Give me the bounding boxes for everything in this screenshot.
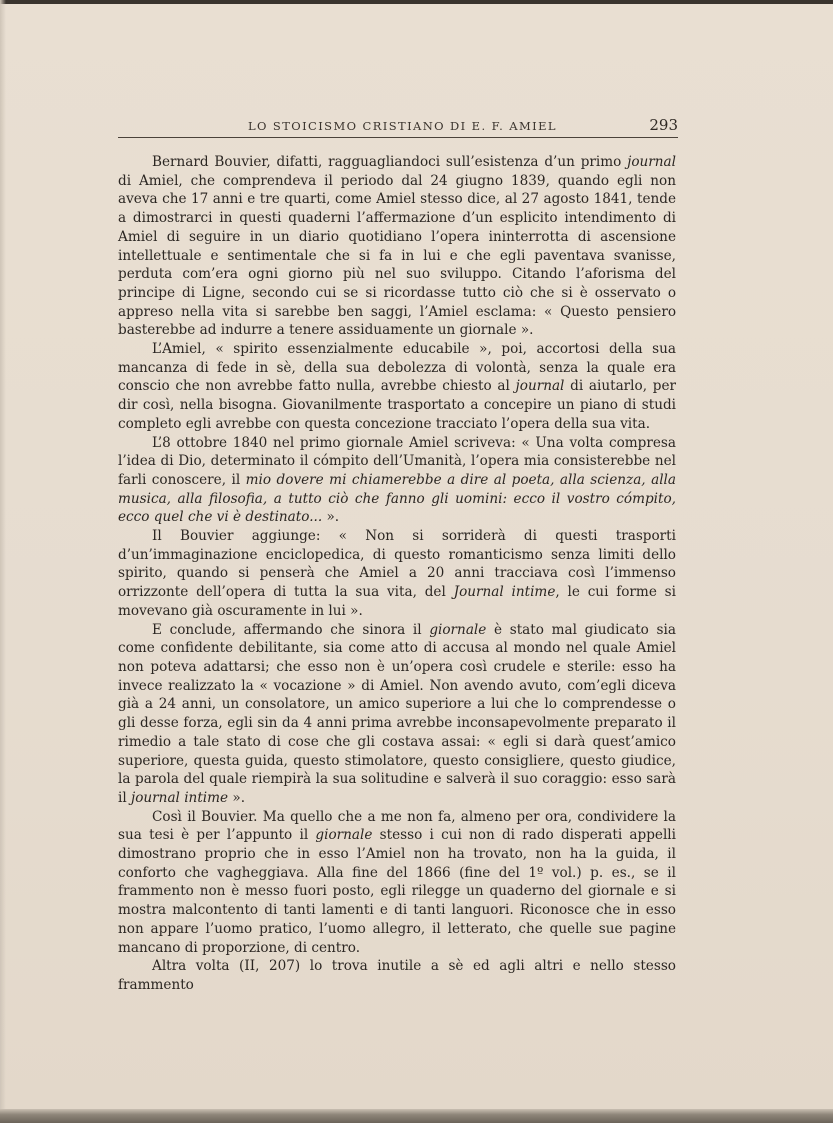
text-run: Il Bouvier aggiunge: « Non si sorriderà di questi trasporti d’un’immaginazione enciclopedica, di questo romanticismo senza limiti dello spirito, quando si penserà che Amiel a 20 anni tracciava così l’immenso orrizzonte dell’opera di tutta la sua vita, del — [118, 528, 676, 601]
italic-text: giornale — [429, 621, 487, 638]
italic-text: journal intime — [131, 789, 229, 806]
text-run: E conclude, affermando che sinora il — [152, 621, 430, 638]
paragraph — [118, 153, 676, 340]
text-run: L’8 ottobre 1840 nel primo giornale Amiel scriveva: « Una volta compresa l’idea di Dio, determinato il cómpito dell’Umanità, l’opera mia consisterebbe nel farli conoscere, il — [118, 434, 676, 488]
paragraph — [118, 808, 676, 958]
text-run: di aiutarlo, per dir così, nella bisogna. Giovanilmente trasportato a concepire un piano di studi completo egli avrebbe con questa concezione tracciato l’opera della sua vita. — [118, 378, 676, 432]
paragraph — [118, 621, 676, 808]
text-run: Bernard Bouvier, difatti, ragguagliandoci sull’esistenza d’un primo — [152, 154, 628, 170]
text-run: è stato mal giudicato sia come confidente debilitante, sia come atto di accusa al mondo nel quale Amiel non poteva adattarsi; che esso non è un’opera così crudele e sterile: esso ha invece realizzato la « vocazione » di Amiel. Non avendo avuto, com’egli diceva già a 24 anni, un consolatore, un amico superiore a lui che lo comprendesse o gli desse forza, egli sin da 4 anni prima avrebbe inconsapevolmente preparato il rimedio a tale stato di cose che gli costava assai: « egli si darà quest’amico superiore, questa guida, questo stimolatore, questo consigliere, questo giudice, la parola del quale riempirà la sua solitudine e salverà il suo coraggio: esso sarà il — [118, 621, 676, 806]
text-run: di Amiel, che comprendeva il periodo dal 24 giugno 1839, quando egli non aveva che 17 anni e tre quarti, come Amiel stesso dice, al 27 agosto 1841, tende a dimostrarci in questi quaderni l’affermazione d’un esplicito intendimento di Amiel di seguire in un diario quotidiano l’opera ininterrotta di ascensione intellettuale e sentimentale che si fa in lui e che egli paventava svanisse, perduta com’era ogni giorno più nel suo sviluppo. Citando l’aforisma del principe di Ligne, secondo cui se si ricordasse tutto ciò che si è osservato o appreso nella vita si sarebbe ben saggi, l’Amiel esclama: « Questo pensiero basterebbe ad indurre a tenere assiduamente un giornale ». — [118, 172, 676, 339]
italic-text: mio dovere mi chiamerebbe a dire al poeta, alla scienza, alla musica, alla filosofia, a tutto ciò che fanno gli uomini: ecco il vostro cómpito, ecco quel che vi è destinato... — [118, 471, 676, 526]
text-run: L’Amiel, « spirito essenzialmente educabile », poi, accortosi della sua mancanza di fede in sè, della sua debolezza di volontà, senza la quale era conscio che non avrebbe fatto nulla, avrebbe chiesto al — [118, 341, 676, 395]
body-text — [118, 153, 676, 995]
italic-text: journal — [627, 154, 676, 170]
italic-text: Journal intime — [453, 584, 556, 601]
header-rule — [118, 137, 678, 138]
page-bottom-edge — [0, 1109, 833, 1123]
running-head: LO STOICISMO CRISTIANO DI E. F. AMIEL — [248, 119, 557, 133]
paragraph — [118, 957, 676, 994]
italic-text: journal — [515, 378, 565, 395]
page-number: 293 — [649, 116, 678, 134]
text-run: Altra volta (II, 207) lo trova inutile a sè ed agli altri e nello stesso frammento — [118, 958, 676, 993]
text-run: ». — [228, 789, 246, 806]
paragraph — [118, 340, 676, 434]
page-left-edge — [0, 0, 6, 1123]
text-run: ». — [322, 509, 340, 526]
page-header — [118, 116, 680, 138]
text-run: , le cui forme si movevano già oscuramente in lui ». — [118, 584, 676, 619]
page-top-edge — [0, 0, 833, 4]
italic-text: giornale — [315, 827, 373, 844]
paragraph — [118, 434, 676, 528]
text-run: stesso i cui non di rado disperati appelli dimostrano proprio che in esso l’Amiel non ha trovato, non ha la guida, il conforto che vagheggiava. Alla fine del 1866 (fine del 1º vol.) p. es., se il frammento non è messo fuori posto, egli rilegge un quaderno del giornale e si mostra malcontento di tanti lamenti e di tanti languori. Riconosce che in esso non appare l’uomo pratico, l’uomo allegro, il letterato, che quelle sue pagine mancano di proporzione, di centro. — [118, 827, 677, 956]
text-run: Così il Bouvier. Ma quello che a me non fa, almeno per ora, condividere la sua tesi è per l’appunto il — [118, 808, 676, 844]
paragraph — [118, 527, 676, 621]
